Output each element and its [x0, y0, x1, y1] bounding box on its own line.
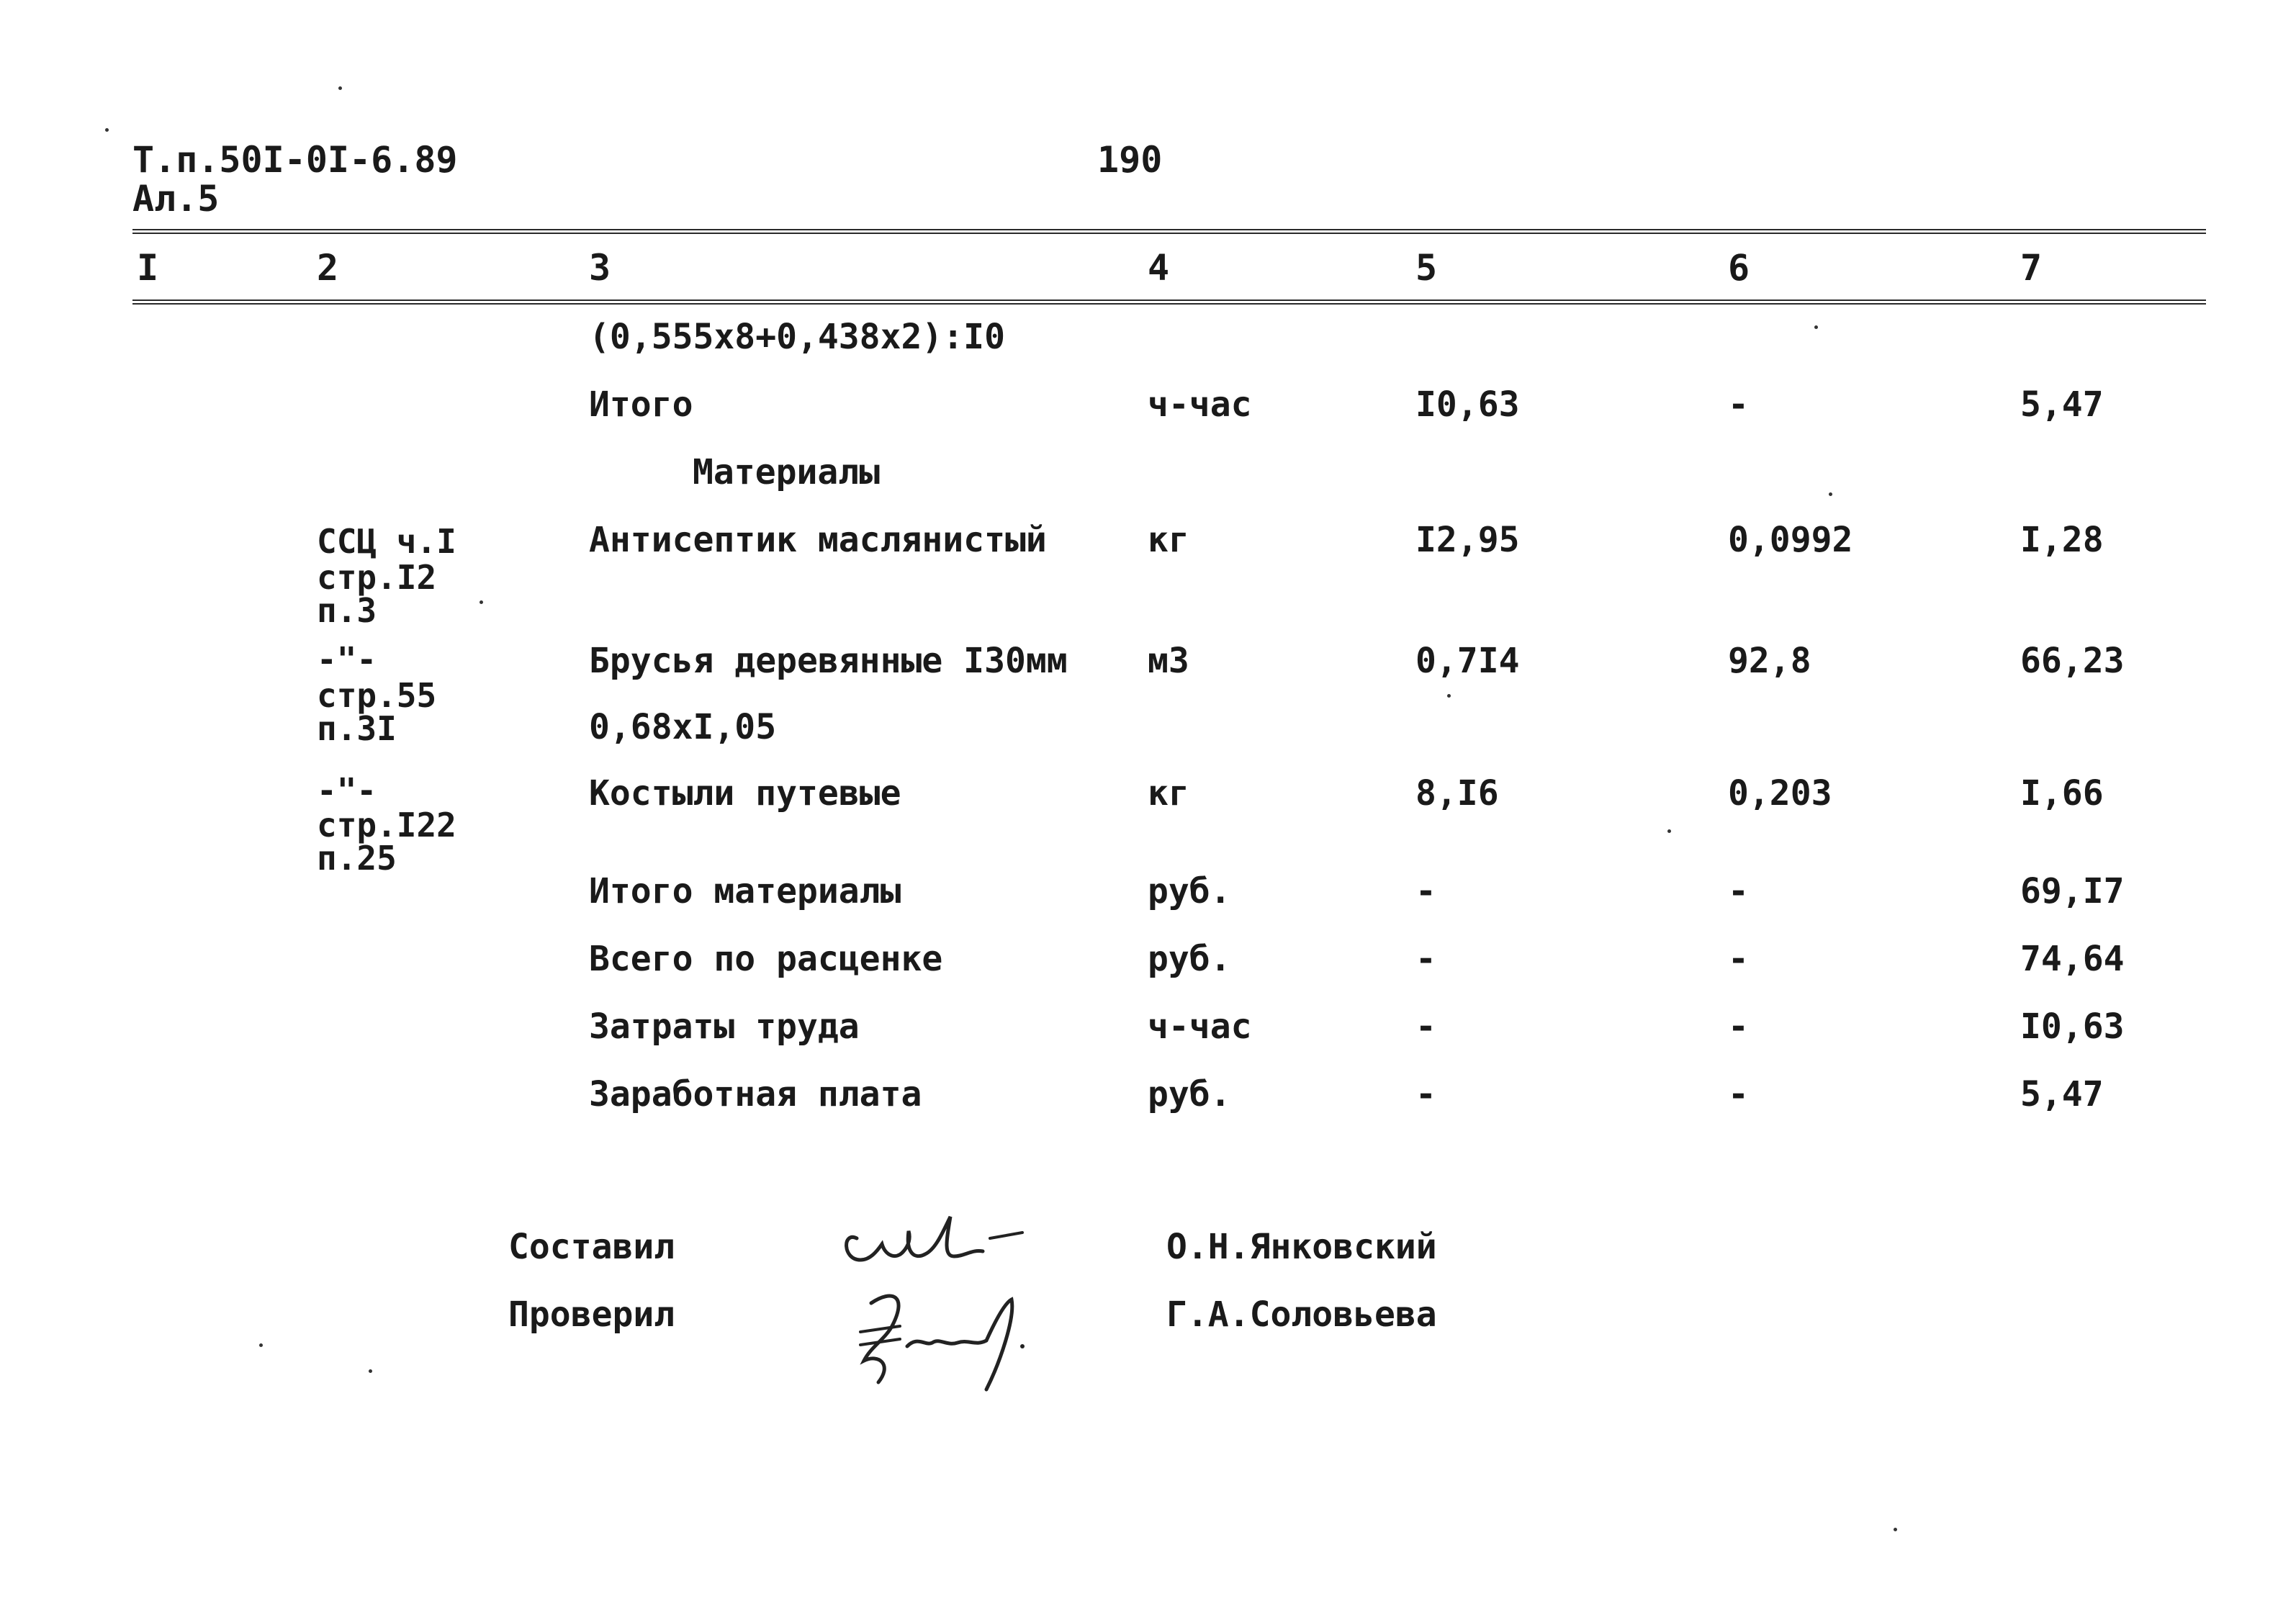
table-cell-qty: -	[1415, 1006, 1436, 1047]
table-cell-name: Брусья деревянные I30мм	[589, 641, 1068, 681]
table-cell-qty: 8,I6	[1415, 773, 1499, 814]
table-cell-qty: -	[1415, 939, 1436, 979]
table-cell-ref: -"-	[317, 771, 377, 810]
document-code: Т.п.50I-0I-6.89	[132, 139, 458, 181]
table-cell-unit: кг	[1148, 520, 1189, 560]
table-cell-ref: стр.I2	[317, 558, 437, 597]
table-cell-unit: руб.	[1148, 1074, 1231, 1114]
album-label: Ал.5	[132, 178, 220, 220]
table-cell-name: Антисептик маслянистый	[589, 520, 1047, 560]
table-cell-name-line2: 0,68xI,05	[589, 707, 777, 747]
column-number-3: 3	[589, 247, 611, 289]
table-cell-name: Затраты труда	[589, 1006, 860, 1047]
table-cell-price: 0,203	[1728, 773, 1832, 814]
table-cell-total: I,66	[2020, 773, 2104, 814]
table-cell-ref: ССЦ ч.I	[317, 522, 456, 561]
table-cell-name: (0,555x8+0,438x2):I0	[589, 317, 1005, 357]
table-cell-total: 74,64	[2020, 939, 2125, 979]
table-cell-price: -	[1728, 871, 1749, 911]
table-cell-price: -	[1728, 1074, 1749, 1114]
table-cell-total: 5,47	[2020, 1074, 2104, 1114]
scan-speck	[1814, 325, 1818, 329]
scan-speck	[338, 86, 342, 90]
section-heading: Материалы	[693, 452, 881, 492]
table-cell-unit: м3	[1148, 641, 1189, 681]
compiled-by-label: Составил	[508, 1227, 675, 1267]
handwritten-signature	[850, 1274, 1051, 1404]
column-number-5: 5	[1415, 247, 1438, 289]
table-cell-ref: стр.55	[317, 676, 437, 715]
table-cell-qty: 0,7I4	[1415, 641, 1520, 681]
scan-speck	[1447, 694, 1451, 698]
table-cell-qty: I2,95	[1415, 520, 1520, 560]
scan-speck	[369, 1369, 372, 1373]
table-cell-total: I,28	[2020, 520, 2104, 560]
table-cell-ref: п.25	[317, 839, 397, 878]
table-cell-name: Итого	[589, 384, 693, 425]
table-cell-total: 69,I7	[2020, 871, 2125, 911]
table-cell-name: Итого материалы	[589, 871, 901, 911]
scan-speck	[1829, 492, 1832, 496]
table-cell-ref: -"-	[317, 640, 377, 679]
table-cell-qty: -	[1415, 871, 1436, 911]
table-cell-total: I0,63	[2020, 1006, 2125, 1047]
table-cell-name: Костыли путевые	[589, 773, 901, 814]
header-bottom-rule	[132, 299, 2206, 305]
table-cell-unit: кг	[1148, 773, 1189, 814]
table-cell-total: 5,47	[2020, 384, 2104, 425]
table-cell-unit: руб.	[1148, 939, 1231, 979]
page-number: 190	[1097, 139, 1163, 181]
table-cell-name: Всего по расценке	[589, 939, 943, 979]
column-number-6: 6	[1728, 247, 1750, 289]
column-number-4: 4	[1148, 247, 1170, 289]
scan-speck	[105, 128, 109, 132]
checked-by-name: Г.А.Соловьева	[1166, 1294, 1437, 1335]
table-cell-unit: ч-час	[1148, 1006, 1252, 1047]
scan-speck	[259, 1343, 263, 1347]
table-cell-unit: руб.	[1148, 871, 1231, 911]
table-cell-price: -	[1728, 1006, 1749, 1047]
table-cell-total: 66,23	[2020, 641, 2125, 681]
table-cell-ref: стр.I22	[317, 806, 456, 844]
table-cell-ref: п.3	[317, 591, 377, 630]
scan-speck	[1894, 1528, 1897, 1531]
column-number-1: I	[137, 247, 159, 289]
table-cell-price: 0,0992	[1728, 520, 1853, 560]
compiled-by-name: О.Н.Янковский	[1166, 1227, 1437, 1267]
table-top-rule	[132, 229, 2206, 234]
table-cell-price: -	[1728, 939, 1749, 979]
table-cell-ref: п.3I	[317, 709, 397, 748]
table-cell-price: -	[1728, 384, 1749, 425]
scan-speck	[1667, 829, 1671, 833]
column-number-7: 7	[2020, 247, 2043, 289]
table-cell-name: Заработная плата	[589, 1074, 922, 1114]
table-cell-qty: -	[1415, 1074, 1436, 1114]
table-cell-unit: ч-час	[1148, 384, 1252, 425]
table-cell-price: 92,8	[1728, 641, 1811, 681]
checked-by-label: Проверил	[508, 1294, 675, 1335]
table-cell-qty: I0,63	[1415, 384, 1520, 425]
scan-speck	[480, 600, 483, 604]
handwritten-signature	[828, 1188, 1030, 1282]
column-number-2: 2	[317, 247, 339, 289]
